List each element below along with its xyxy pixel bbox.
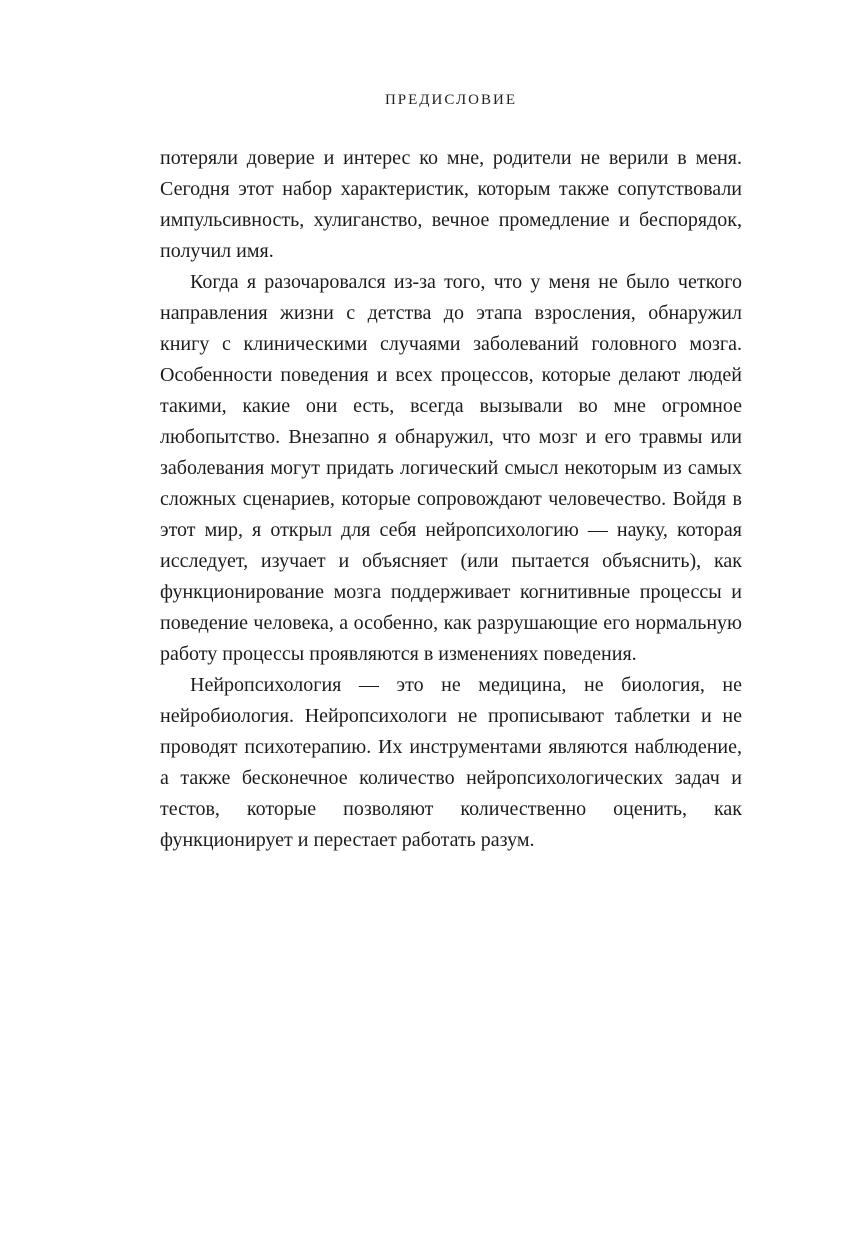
paragraph: Когда я разочаровался из-за того, что у меня не было четкого направления жизни с детства до этапа взросления, обнаружил книгу с клиническими случаями заболеваний головного мозга. Особенности поведения и всех процессов, которые делают людей такими, какие они есть, всегда вызывали во мне огромное любопытство. Внезапно я обнаружил, что мозг и его травмы или заболевания могут придать логический смысл некоторым из самых сложных сценариев, которые сопровождают человечество. Войдя в этот мир, я открыл для себя нейропсихологию — науку, которая исследует, изучает и объясняет (или пытается объяснить), как функционирование мозга поддерживает когнитивные процессы и поведение человека, а особенно, как разрушающие его нормальную работу процессы проявляются в изменениях поведения.	[160, 271, 742, 665]
running-head: ПРЕДИСЛОВИЕ	[384, 92, 518, 108]
body-text	[160, 143, 742, 856]
paragraph: Нейропсихология — это не медицина, не биология, не нейробиология. Нейропсихологи не прописывают таблетки и не проводят психотерапию. Их инструментами являются наблюдение, а также бесконечное количество нейропсихологических задач и тестов, которые позволяют количественно оценить, как функционирует и перестает работать разум.	[160, 674, 742, 851]
page-content	[160, 92, 742, 856]
paragraph-continuation: потеряли доверие и интерес ко мне, родители не верили в меня. Сегодня этот набор характеристик, которым также сопутствовали импульсивность, хулиганство, вечное промедление и беспорядок, получил имя.	[160, 147, 742, 262]
